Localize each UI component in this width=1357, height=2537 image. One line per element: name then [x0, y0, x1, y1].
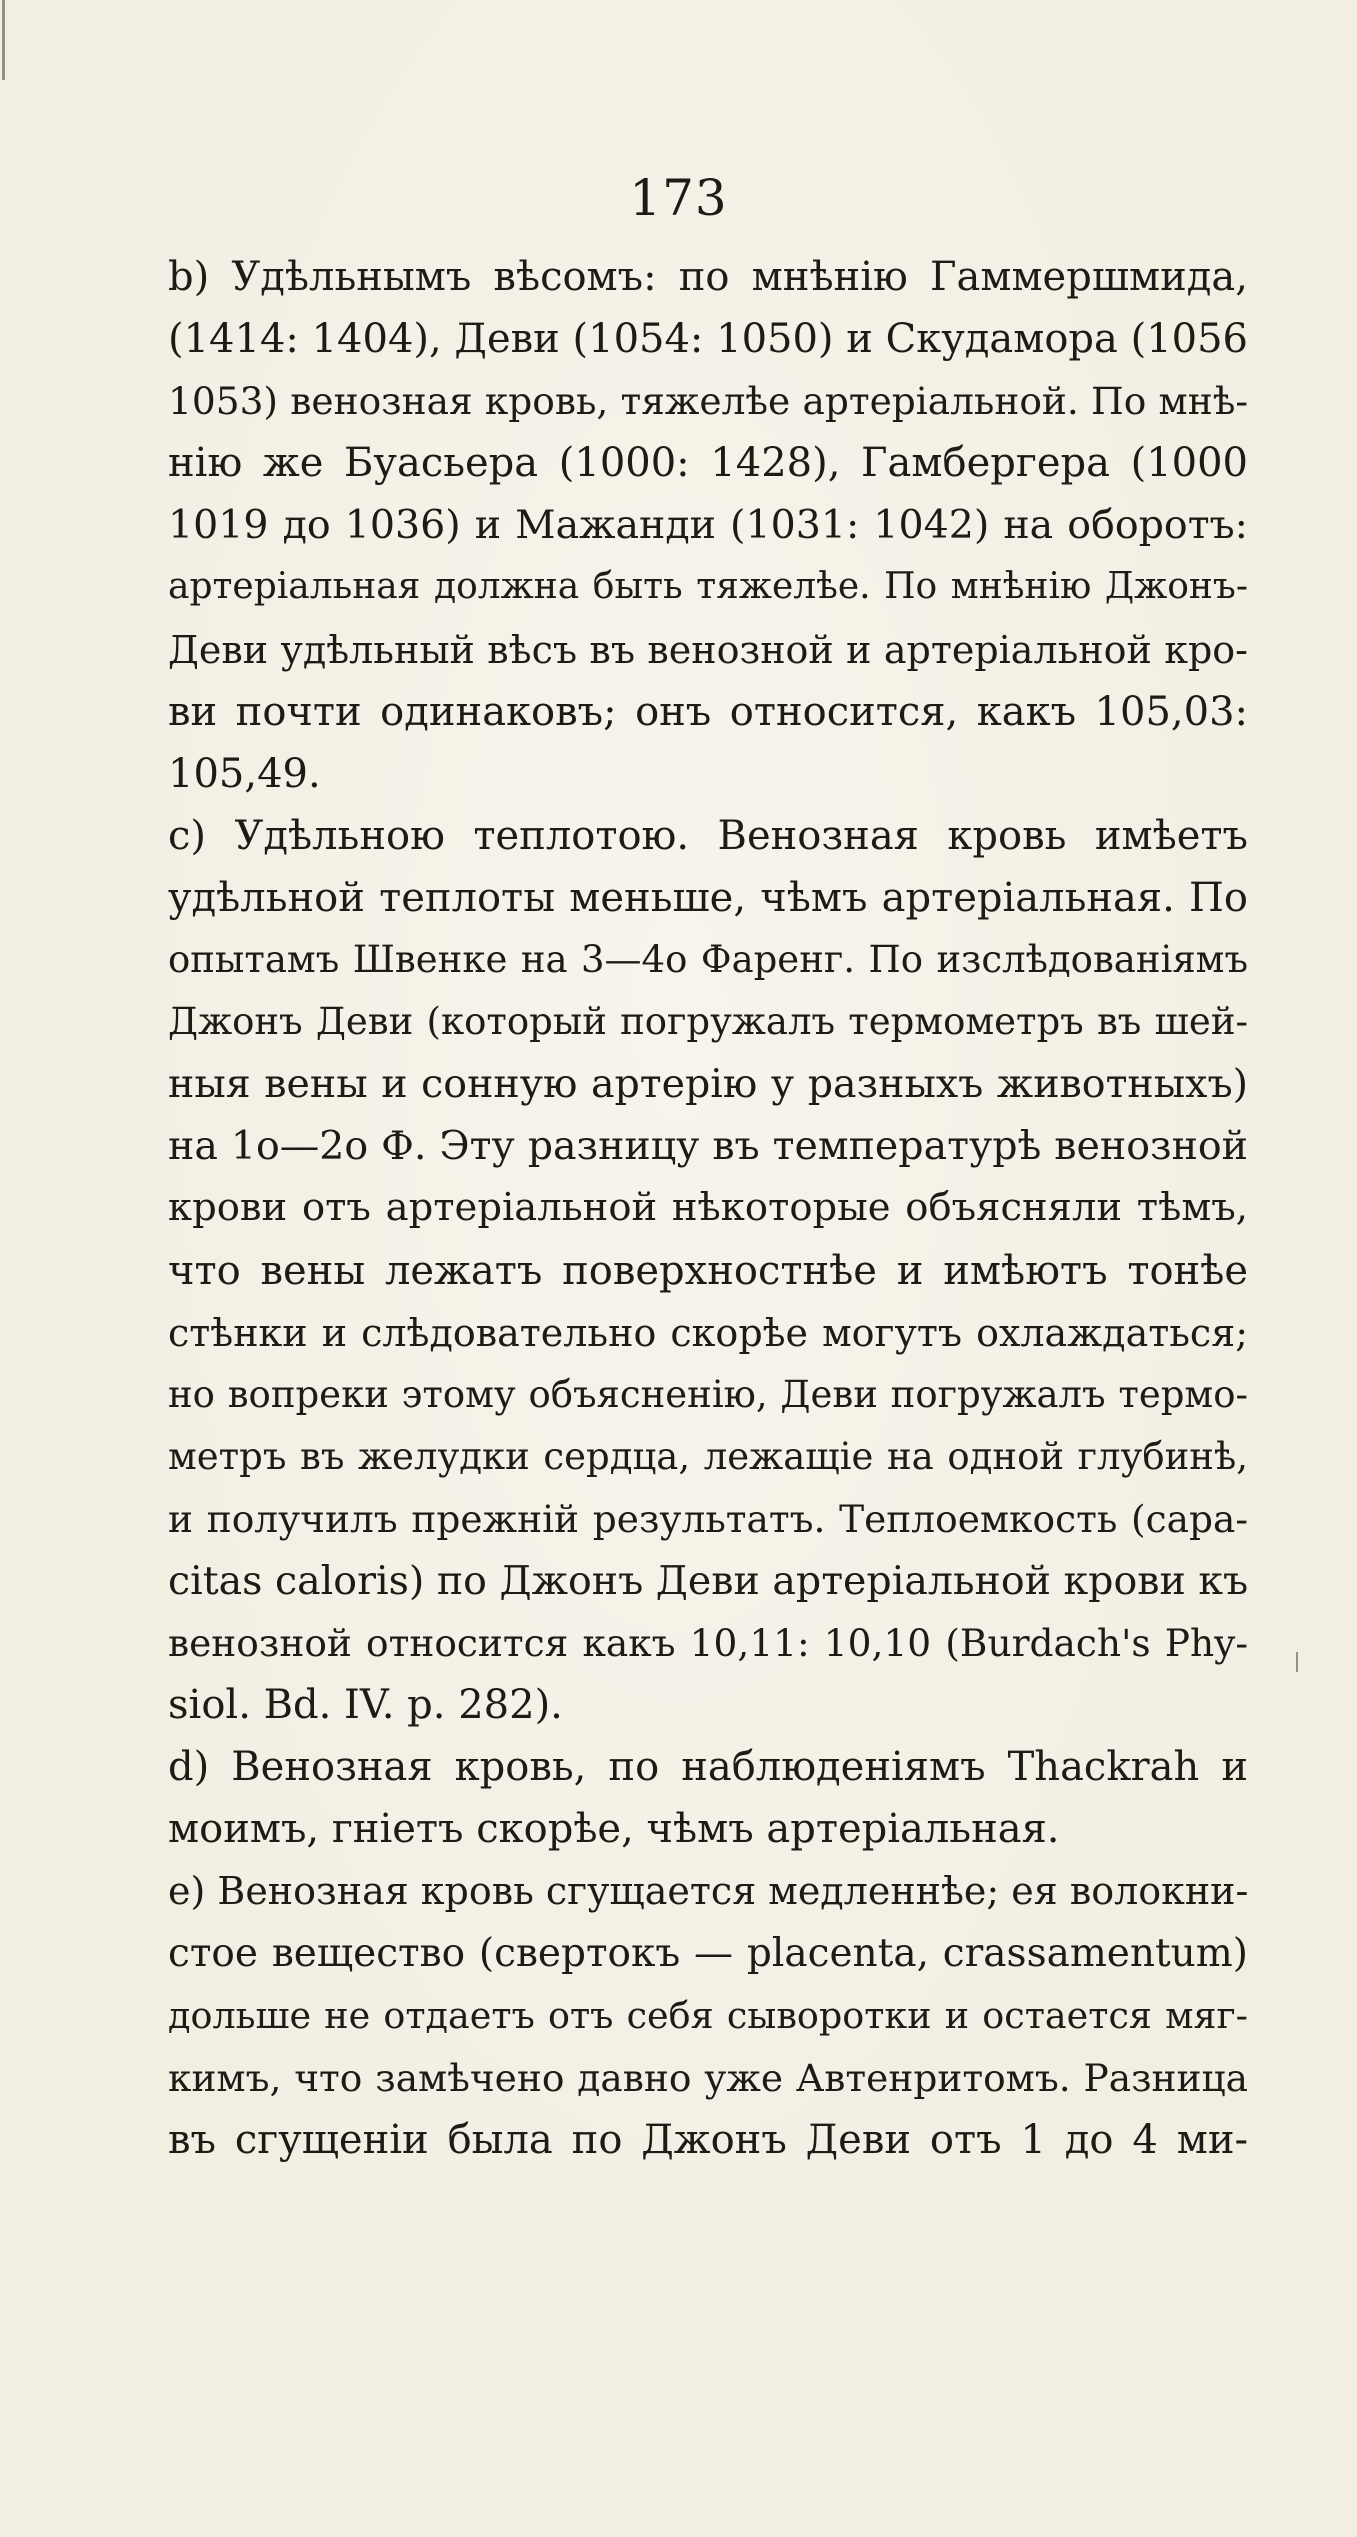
text-line-23: венозной относится какъ 10,11: 10,10 (Burdach's Phy-: [168, 1621, 1248, 1666]
text-line-14: ныя вены и сонную артерію у разныхъ животныхъ): [168, 1061, 1248, 1108]
text-line-1: b) Удѣльнымъ вѣсомъ: по мнѣнію Гаммершмида,: [168, 254, 1248, 300]
text-line-17: что вены лежатъ поверхностнѣе и имѣютъ тонѣе: [168, 1247, 1248, 1294]
left-edge-mark: [2, 0, 5, 80]
text-line-19: но вопреки этому объясненію, Деви погружалъ термо-: [168, 1372, 1248, 1416]
text-line-20: метръ въ желудки сердца, лежащіе на одной глубинѣ,: [168, 1434, 1248, 1478]
text-line-21: и получилъ прежній результатъ. Теплоемкость (capa-: [168, 1496, 1248, 1541]
text-line-7: Деви удѣльный вѣсъ въ венозной и артеріальной кро-: [168, 627, 1248, 672]
text-line-26: моимъ, гніетъ скорѣе, чѣмъ артеріальная.: [168, 1806, 1060, 1853]
text-line-16: крови отъ артеріальной нѣкоторые объясняли тѣмъ,: [168, 1185, 1248, 1231]
body-text: [168, 246, 1248, 2171]
text-line-27: e) Венозная кровь сгущается медленнѣе; ея волокни-: [168, 1869, 1249, 1914]
text-line-25: d) Венозная кровь, по наблюденіямъ Thackrah и: [168, 1744, 1248, 1791]
text-line-8: ви почти одинаковъ; онъ относится, какъ 105,03:: [168, 688, 1248, 735]
right-edge-mark: [1296, 1652, 1298, 1672]
text-line-4: нію же Буасьера (1000: 1428), Гамбергера (1000: [168, 440, 1248, 487]
text-line-5: 1019 до 1036) и Мажанди (1031: 1042) на оборотъ:: [168, 502, 1248, 549]
text-line-22: citas caloris) по Джонъ Деви артеріальной крови къ: [168, 1557, 1249, 1604]
text-line-2: (1414: 1404), Деви (1054: 1050) и Скудамора (1056: [168, 316, 1248, 363]
text-line-15: на 1о—2о Ф. Эту разницу въ температурѣ венозной: [168, 1123, 1248, 1170]
text-line-10: c) Удѣльною теплотою. Венозная кровь имѣетъ: [168, 812, 1248, 859]
text-line-11: удѣльной теплоты меньше, чѣмъ артеріальная. По: [168, 874, 1248, 921]
text-line-24: siol. Bd. IV. p. 282).: [168, 1682, 563, 1729]
text-line-29: дольше не отдаетъ отъ себя сыворотки и остается мяг-: [168, 1993, 1248, 2037]
text-line-6: артеріальная должна быть тяжелѣе. По мнѣнію Джонъ-: [168, 566, 1248, 608]
text-line-28: стое вещество (свертокъ — placenta, crassamentum): [168, 1930, 1248, 1976]
text-line-13: Джонъ Деви (который погружалъ термометръ въ шей-: [168, 1000, 1248, 1044]
text-line-9: 105,49.: [168, 750, 321, 797]
page-number: 173: [629, 169, 728, 227]
text-line-12: опытамъ Швенке на 3—4о Фаренг. По изслѣдованіямъ: [168, 938, 1248, 982]
text-line-30: кимъ, что замѣчено давно уже Автенритомъ. Разница: [168, 2055, 1248, 2100]
text-line-3: 1053) венозная кровь, тяжелѣе артеріальной. По мнѣ-: [168, 379, 1248, 424]
text-line-31: въ сгущеніи была по Джонъ Деви отъ 1 до 4 ми-: [168, 2116, 1248, 2163]
text-line-18: стѣнки и слѣдовательно скорѣе могутъ охлаждаться;: [168, 1310, 1248, 1355]
